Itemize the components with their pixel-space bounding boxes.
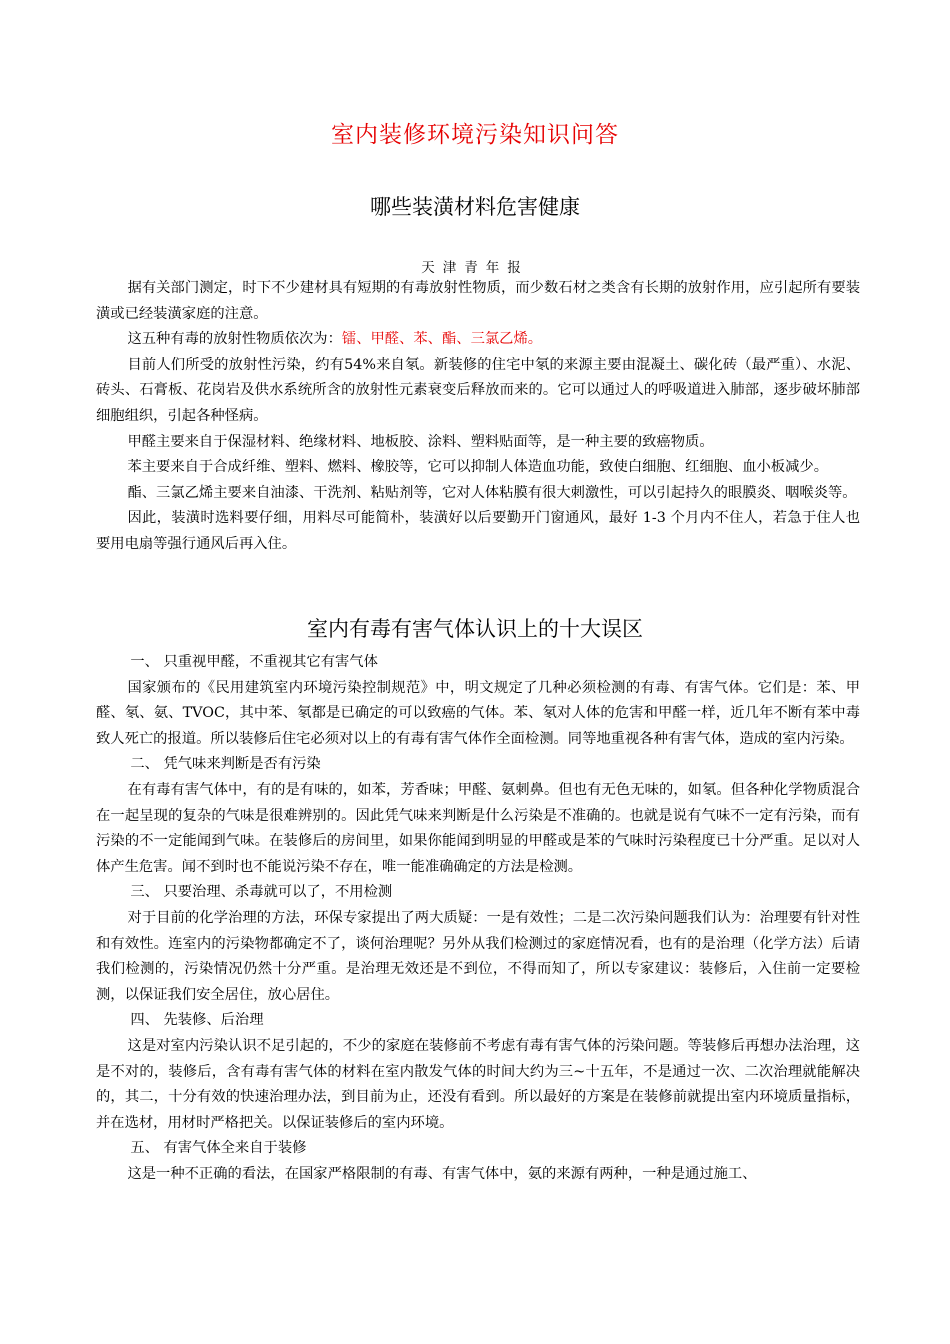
paragraph: 因此，装潢时选料要仔细，用料尽可能简朴，装潢好以后要勤开门窗通风，最好 1-3 个月内不住人，若急于住人也要用电扇等强行通风后再入住。 (96, 510, 860, 552)
highlight-substances: 镭、甲醛、苯、酯、三氯乙烯。 (341, 331, 543, 348)
section1-body (96, 276, 860, 558)
paragraph: 甲醛主要来自于保湿材料、绝缘材料、地板胶、涂料、塑料贴面等，是一种主要的致癌物质。 (127, 433, 714, 450)
section1-title: 哪些装潢材料危害健康 (370, 195, 580, 219)
item-body: 国家颁布的《民用建筑室内环境污染控制规范》中，明文规定了几种必须检测的有毒、有害气体。它们是：苯、甲醛、氡、氨、TVOC，其中苯、氡都是已确定的可以致癌的气体。苯、氡对人体的危害和甲醛一样，近几年不断有苯中毒致人死亡的报道。所以装修后住宅必须对以上的有毒有害气体作全面检测。同等地重视各种有害气体，造成的室内污染。 (96, 679, 860, 747)
paragraph-radioactive-list (96, 327, 860, 353)
section2-title: 室内有毒有害气体认识上的十大误区 (307, 617, 643, 641)
item-body: 这是对室内污染认识不足引起的，不少的家庭在装修前不考虑有毒有害气体的污染问题。等装修后再想办法治理，这是不对的，装修后，含有毒有害气体的材料在室内散发气体的时间大约为三~十五年，不是通过一次、二次治理就能解决的，其二，十分有效的快速治理办法，到目前为止，还没有看到。所以最好的方案是在装修前就提出室内环境质量指标，并在选材，用材时严格把关。以保证装修后的室内环境。 (96, 1037, 860, 1131)
item-heading: 四、 先装修、后治理 (130, 1012, 264, 1029)
item-heading: 五、 有害气体全来自于装修 (130, 1140, 307, 1157)
paragraph: 苯主要来自于合成纤维、塑料、燃料、橡胶等，它可以抑制人体造血功能，致使白细胞、红细胞、血小板减少。 (127, 459, 828, 476)
paragraph: 酯、三氯乙烯主要来自油漆、干洗剂、粘贴剂等，它对人体粘膜有很大刺激性，可以引起持久的眼膜炎、咽喉炎等。 (127, 484, 857, 501)
item-body: 对于目前的化学治理的方法，环保专家提出了两大质疑：一是有效性；二是二次污染问题我们认为：治理要有针对性和有效性。连室内的污染物都确定不了，谈何治理呢？另外从我们检测过的家庭情况看，也有的是治理（化学方法）后请我们检测的，污染情况仍然十分严重。是治理无效还是不到位，不得而知了，所以专家建议：装修后，入住前一定要检测，以保证我们安全居住，放心居住。 (96, 909, 860, 1003)
section2-body (96, 650, 860, 1187)
list-prefix: 这五种有毒的放射性物质依次为： (127, 331, 342, 348)
item-heading: 三、 只要治理、杀毒就可以了，不用检测 (130, 884, 393, 901)
paragraph: 目前人们所受的放射性污染，约有54%来自氡。新装修的住宅中氡的来源主要由混凝土、碳化砖（最严重）、水泥、砖头、石膏板、花岗岩及供水系统所含的放射性元素衰变后释放而来的。它可以通过人的呼吸道进入肺部，逐步破坏肺部细胞组织，引起各种怪病。 (96, 356, 860, 424)
paragraph: 据有关部门测定，时下不少建材具有短期的有毒放射性物质，而少数石材之类含有长期的放射作用，应引起所有要装潢或已经装潢家庭的注意。 (96, 280, 860, 322)
item-body: 在有毒有害气体中，有的是有味的，如苯，芳香味；甲醛、氨刺鼻。但也有无色无味的，如氡。但各种化学物质混合在一起呈现的复杂的气味是很难辨别的。因此凭气味来判断是什么污染是不准确的。也就是说有气味不一定有污染，而有污染的不一定能闻到气味。在装修后的房间里，如果你能闻到明显的甲醛或是苯的气味时污染程度已十分严重。足以对人体产生危害。闻不到时也不能说污染不存在，唯一能准确确定的方法是检测。 (96, 781, 860, 875)
main-title: 室内装修环境污染知识问答 (331, 122, 619, 148)
item-body: 这是一种不正确的看法，在国家严格限制的有毒、有害气体中，氨的来源有两种，一种是通过施工、 (127, 1165, 757, 1182)
item-heading: 一、 只重视甲醛，不重视其它有害气体 (130, 654, 378, 670)
source-line: 天津青年报 (421, 260, 529, 276)
item-heading: 二、 凭气味来判断是否有污染 (130, 756, 321, 773)
